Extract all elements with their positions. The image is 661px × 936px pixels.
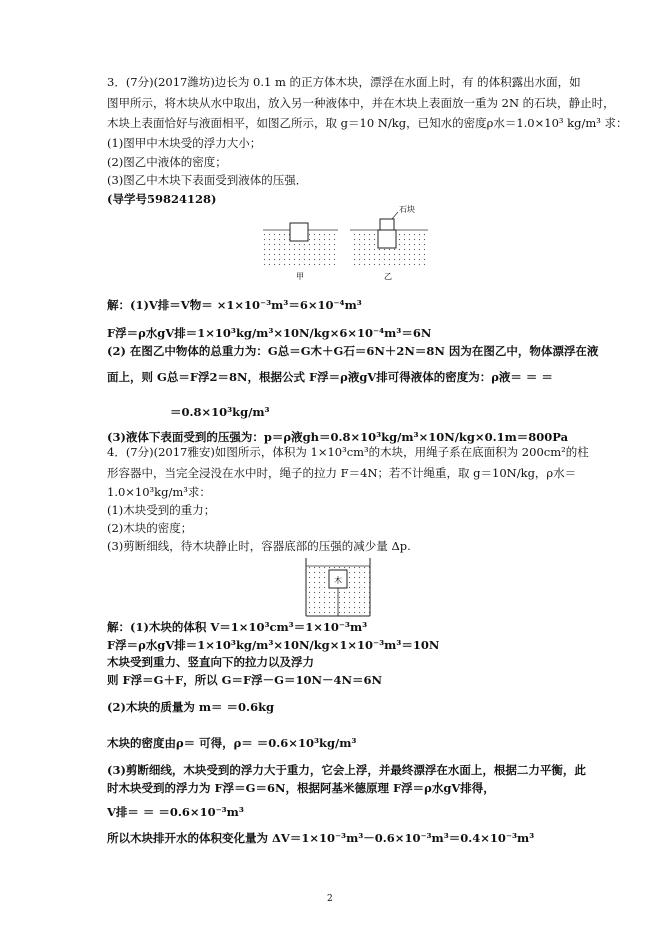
q4-item1: (1)木块受到的重力； xyxy=(107,503,216,517)
q3-item3: (3)图乙中木块下表面受到液体的压强． xyxy=(107,173,308,187)
q3-line3: 木块上表面恰好与液面相平，如图乙所示，取 g＝10 N/kg，已知水的密度ρ水＝1.0×10³ kg/m³ 求： xyxy=(107,116,628,130)
q4-line1: 4．(7分)(2017雅安)如图所示，体积为 1×10³cm³的木块，用绳子系在底面积为 200cm²的柱 xyxy=(107,445,589,459)
sol4-line1: 解：(1)木块的体积 V＝1×10³cm³＝1×10⁻³m³ xyxy=(107,620,368,634)
q4-line3: 1.0×10³kg/m³求： xyxy=(107,485,211,499)
q3-line1: 3．(7分)(2017潍坊)边长为 0.1 m 的正方体木块，漂浮在水面上时，有 的体积露出水面，如 xyxy=(107,75,581,89)
sol4-line2: F浮＝ρ水gV排＝1×10³kg/m³×10N/kg×1×10⁻³m³＝10N xyxy=(107,638,440,652)
q3-figure xyxy=(258,203,438,281)
label-jia: 甲 xyxy=(296,272,304,281)
q3-line2: 图甲所示，将木块从水中取出，放入另一种液体中，并在木块上表面放一重为 2N 的石块，静止时， xyxy=(107,96,615,110)
sol3-line6: (3)液体下表面受到的压强为：p＝ρ液gh＝0.8×10³kg/m³×10N/kg×0.1m＝800Pa xyxy=(107,430,569,444)
sol4-line10: 所以木块排开水的体积变化量为 ΔV＝1×10⁻³m³－0.6×10⁻³m³＝0.4×10⁻³m³ xyxy=(107,831,535,845)
sol3-line3: (2) 在图乙中物体的总重力为：G总＝G木＋G石＝6N＋2N＝8N 因为在图乙中，物体漂浮在液 xyxy=(107,344,599,358)
sol3-line2: F浮＝ρ水gV排＝1×10³kg/m³×10N/kg×6×10⁻⁴m³＝6N xyxy=(107,326,432,340)
wood-block-jia xyxy=(290,223,308,241)
sol4-line4: 则 F浮＝G＋F，所以 G＝F浮－G＝10N－4N＝6N xyxy=(107,673,383,687)
stone-label: 石块 xyxy=(399,205,415,214)
wood-block-yi xyxy=(378,230,396,248)
sol4-line3: 木块受到重力、竖直向下的拉力以及浮力 xyxy=(107,655,314,669)
sol4-line6: 木块的密度由ρ＝ 可得，ρ＝ ＝0.6×10³kg/m³ xyxy=(107,736,357,750)
sol4-line5: (2)木块的质量为 m＝ ＝0.6kg xyxy=(107,700,275,714)
q4-figure xyxy=(298,556,378,620)
q3-guide-number: (导学号59824128) xyxy=(107,192,217,206)
sol3-line4: 面上，则 G总＝F浮2＝8N，根据公式 F浮＝ρ液gV排可得液体的密度为：ρ液＝ ＝ ＝ xyxy=(107,370,553,384)
sol4-line7: (3)剪断细线，木块受到的浮力大于重力，它会上浮，并最终漂浮在水面上，根据二力平衡，此 xyxy=(107,763,586,777)
sol3-line5: ＝0.8×10³kg/m³ xyxy=(170,405,270,419)
sol4-line8: 时木块受到的浮力为 F浮＝G＝6N，根据阿基米德原理 F浮＝ρ水gV排得， xyxy=(107,781,495,795)
stone-block xyxy=(380,219,394,230)
label-yi: 乙 xyxy=(384,272,392,281)
q4-item2: (2)木块的密度； xyxy=(107,521,193,535)
sol3-line1: 解：(1)V排＝V物＝ ×1×10⁻³m³＝6×10⁻⁴m³ xyxy=(107,298,362,312)
sol4-line9: V排＝ ＝ ＝0.6×10⁻³m³ xyxy=(107,805,244,819)
wood-label: 木 xyxy=(334,576,342,585)
q4-item3: (3)剪断细线，待木块静止时，容器底部的压强的减少量 Δp. xyxy=(107,539,411,553)
q3-item2: (2)图乙中液体的密度； xyxy=(107,155,227,169)
q3-item1: (1)图甲中木块受的浮力大小； xyxy=(107,136,262,150)
page-number: 2 xyxy=(327,894,333,904)
q4-line2: 形容器中，当完全浸没在水中时，绳子的拉力 F＝4N；若不计绳重，取 g＝10N/kg，ρ水＝ xyxy=(107,466,577,480)
